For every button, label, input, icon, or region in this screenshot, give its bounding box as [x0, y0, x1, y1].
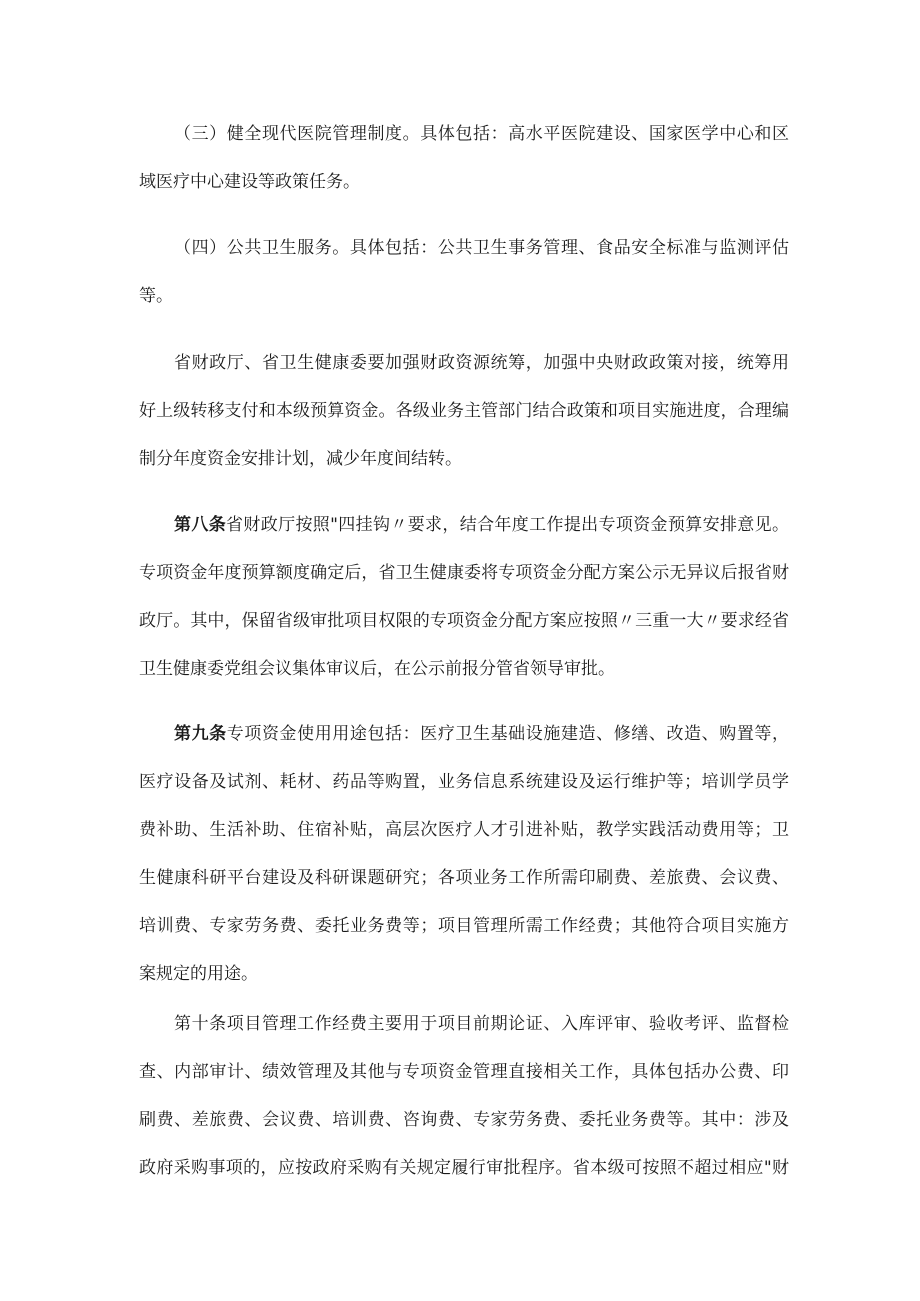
text-line: 政府采购事项的，应按政府采购有关规定履行审批程序。省本级可按照不超过相应"财 [139, 1158, 789, 1178]
text-line: 省财政厅、省卫生健康委要加强财政资源统筹，加强中央财政政策对接，统筹用 [174, 353, 789, 373]
text-line: 等。 [139, 286, 173, 306]
article-text: 专项资金使用用途包括：医疗卫生基础设施建造、修缮、改造、购置等， [226, 724, 789, 744]
paragraph-hospital-management [139, 110, 789, 206]
text-line: 第十条项目管理工作经费主要用于项目前期论证、入库评审、验收考评、监督检 [174, 1014, 789, 1034]
text-line: （三）健全现代医院管理制度。具体包括：高水平医院建设、国家医学中心和区 [174, 124, 789, 144]
text-line: 医疗设备及试剂、耗材、药品等购置，业务信息系统建设及运行维护等；培训学员学 [139, 772, 789, 792]
article-8 [139, 501, 789, 693]
article-number: 第八条 [174, 515, 227, 535]
text-line: 制分年度资金安排计划，减少年度间结转。 [139, 449, 462, 469]
text-line: 好上级转移支付和本级预算资金。各级业务主管部门结合政策和项目实施进度，合理编 [139, 401, 789, 421]
text-line: 案规定的用途。 [139, 964, 258, 984]
text-line: 卫生健康委党组会议集体审议后，在公示前报分管省领导审批。 [139, 659, 615, 679]
text-line: 政厅。其中，保留省级审批项目权限的专项资金分配方案应按照〃三重一大〃要求经省 [139, 611, 789, 631]
text-line: 培训费、专家劳务费、委托业务费等；项目管理所需工作经费；其他符合项目实施方 [139, 916, 789, 936]
text-line: 刷费、差旅费、会议费、培训费、咨询费、专家劳务费、委托业务费等。其中：涉及 [139, 1110, 789, 1130]
article-text: 省财政厅按照"四挂钩〃要求，结合年度工作提出专项资金预算安排意见。 [226, 515, 789, 535]
text-line: 域医疗中心建设等政策任务。 [139, 172, 360, 192]
article-10 [139, 1000, 789, 1192]
paragraph-fund-coordination [139, 339, 789, 483]
text-line [139, 501, 789, 549]
text-line: （四）公共卫生服务。具体包括：公共卫生事务管理、食品安全标准与监测评估 [174, 238, 789, 258]
text-line: 生健康科研平台建设及科研课题研究；各项业务工作所需印刷费、差旅费、会议费、 [139, 868, 789, 888]
article-number: 第九条 [174, 724, 227, 744]
article-9 [139, 710, 789, 998]
text-line: 费补助、生活补助、住宿补贴，高层次医疗人才引进补贴，教学实践活动费用等；卫 [139, 820, 789, 840]
paragraph-public-health [139, 224, 789, 320]
text-line: 查、内部审计、绩效管理及其他与专项资金管理直接相关工作，具体包括办公费、印 [139, 1062, 789, 1082]
text-line [139, 710, 789, 758]
text-line: 专项资金年度预算额度确定后，省卫生健康委将专项资金分配方案公示无异议后报省财 [139, 563, 789, 583]
